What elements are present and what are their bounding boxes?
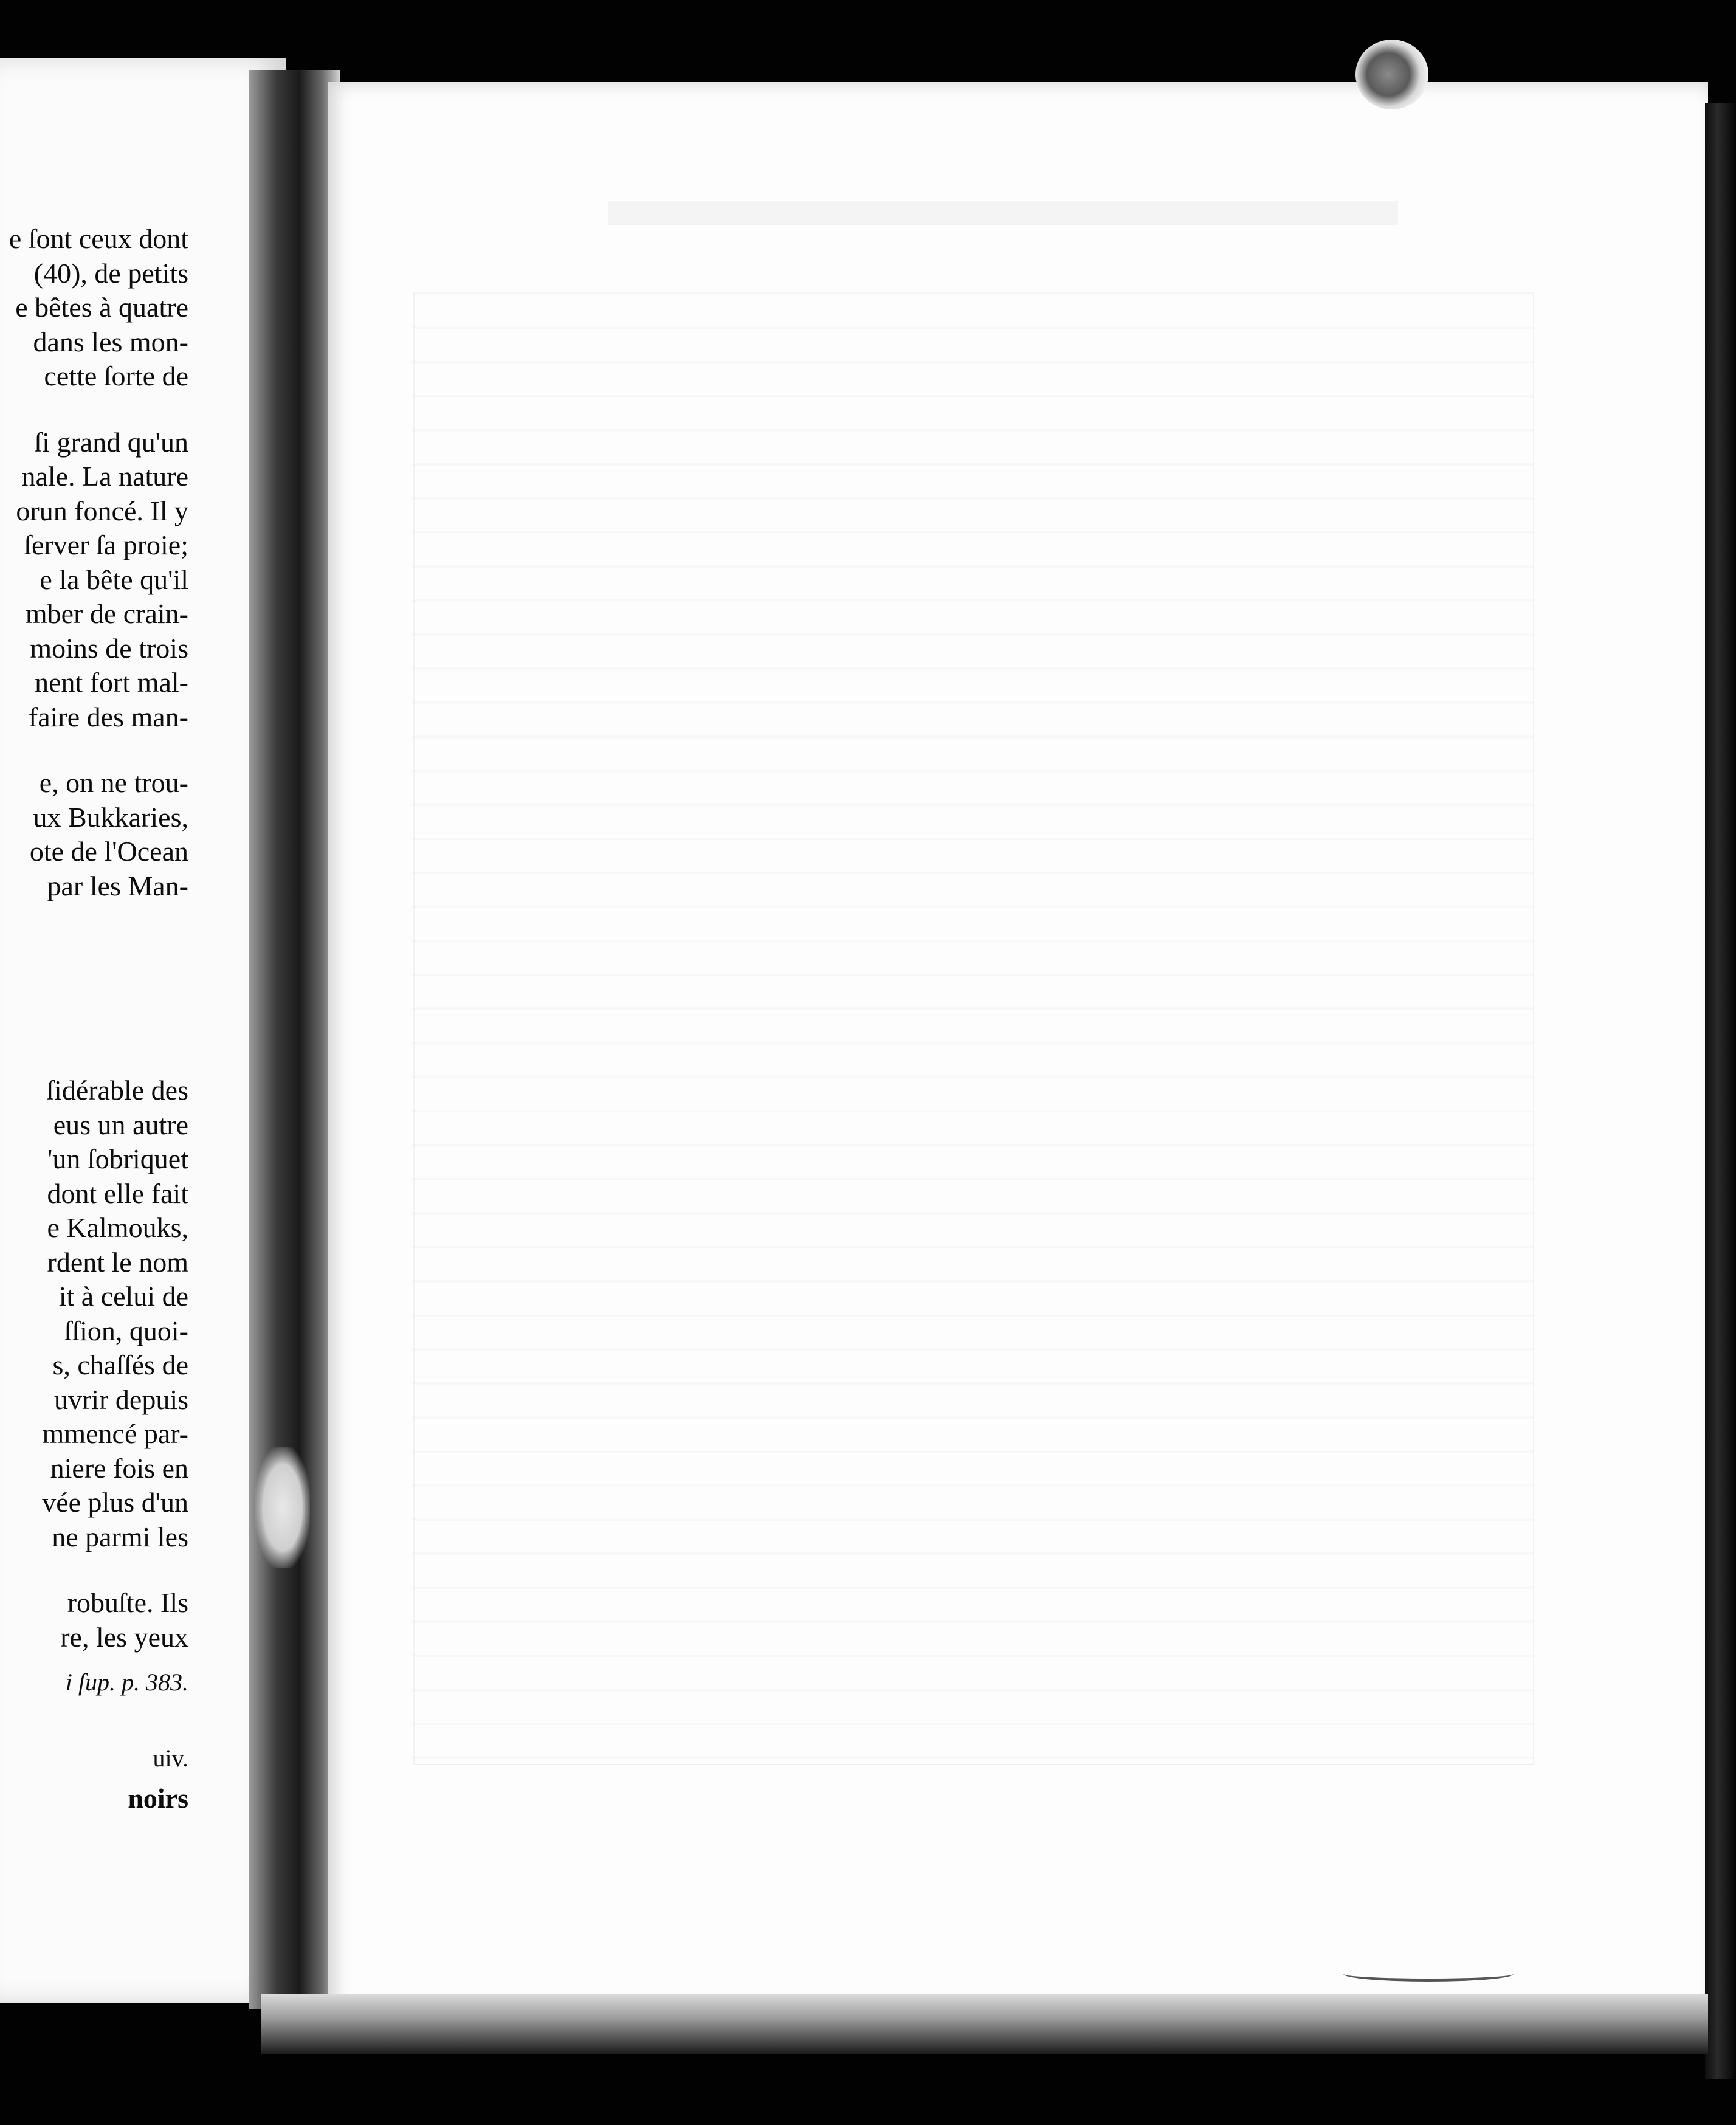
left-page-text — [0, 222, 188, 1816]
text-line: (40), de petits — [33, 257, 188, 289]
text-line: moins de trois — [30, 632, 188, 664]
text-line: 'un ſobriquet — [47, 1143, 188, 1174]
pen-stroke — [1343, 1966, 1514, 1982]
text-line: s, chaſſés de — [52, 1349, 188, 1380]
text-line: faire des man- — [28, 701, 188, 732]
catchword: noirs — [128, 1783, 188, 1814]
show-through-text-area — [413, 292, 1534, 1765]
book-gutter — [249, 70, 340, 2009]
ink-blot — [1355, 40, 1428, 109]
left-page — [0, 58, 286, 2003]
text-line: mber de crain- — [25, 598, 188, 629]
text-line: ſerver ſa proie; — [24, 529, 188, 560]
footnote: i ſup. p. 383. — [65, 1669, 188, 1696]
text-line: mmencé par- — [42, 1418, 188, 1449]
text-line: dans les mon- — [33, 326, 188, 357]
text-line: e la bête qu'il — [40, 563, 188, 595]
text-line: ſidérable des — [46, 1075, 188, 1106]
text-line: ote de l'Ocean — [29, 836, 188, 867]
text-line: niere fois en — [50, 1452, 188, 1484]
bottom-book-edge — [261, 1994, 1708, 2054]
text-line: cette ſorte de — [44, 360, 188, 391]
text-line: e Kalmouks, — [47, 1212, 188, 1243]
show-through-heading — [608, 201, 1398, 225]
text-line: uvrir depuis — [53, 1383, 188, 1415]
text-line: dont elle fait — [47, 1177, 188, 1209]
right-book-edge — [1705, 103, 1736, 2079]
text-line: e bêtes à quatre — [15, 292, 188, 323]
text-line: par les Man- — [47, 870, 188, 901]
text-line: e, on ne trou- — [39, 767, 188, 798]
text-line: e ſont ceux dont — [9, 223, 188, 254]
footnote: uiv. — [153, 1744, 188, 1772]
text-line: rdent le nom — [47, 1246, 188, 1278]
text-line: robuſte. Ils — [67, 1587, 188, 1618]
text-line: orun foncé. Il y — [16, 495, 188, 526]
text-line: nale. La nature — [21, 461, 188, 492]
text-line: ſſion, quoi- — [64, 1315, 188, 1346]
text-line: nent fort mal- — [35, 667, 188, 698]
text-line: ſi grand qu'un — [34, 426, 188, 458]
text-line: it à celui de — [58, 1281, 188, 1312]
text-line: vée plus d'un — [42, 1487, 188, 1518]
text-line: eus un autre — [53, 1109, 188, 1140]
gutter-stain — [255, 1447, 310, 1568]
text-line: re, les yeux — [60, 1621, 188, 1653]
text-line: ne parmi les — [52, 1521, 188, 1552]
text-line: ux Bukkaries, — [33, 801, 188, 833]
